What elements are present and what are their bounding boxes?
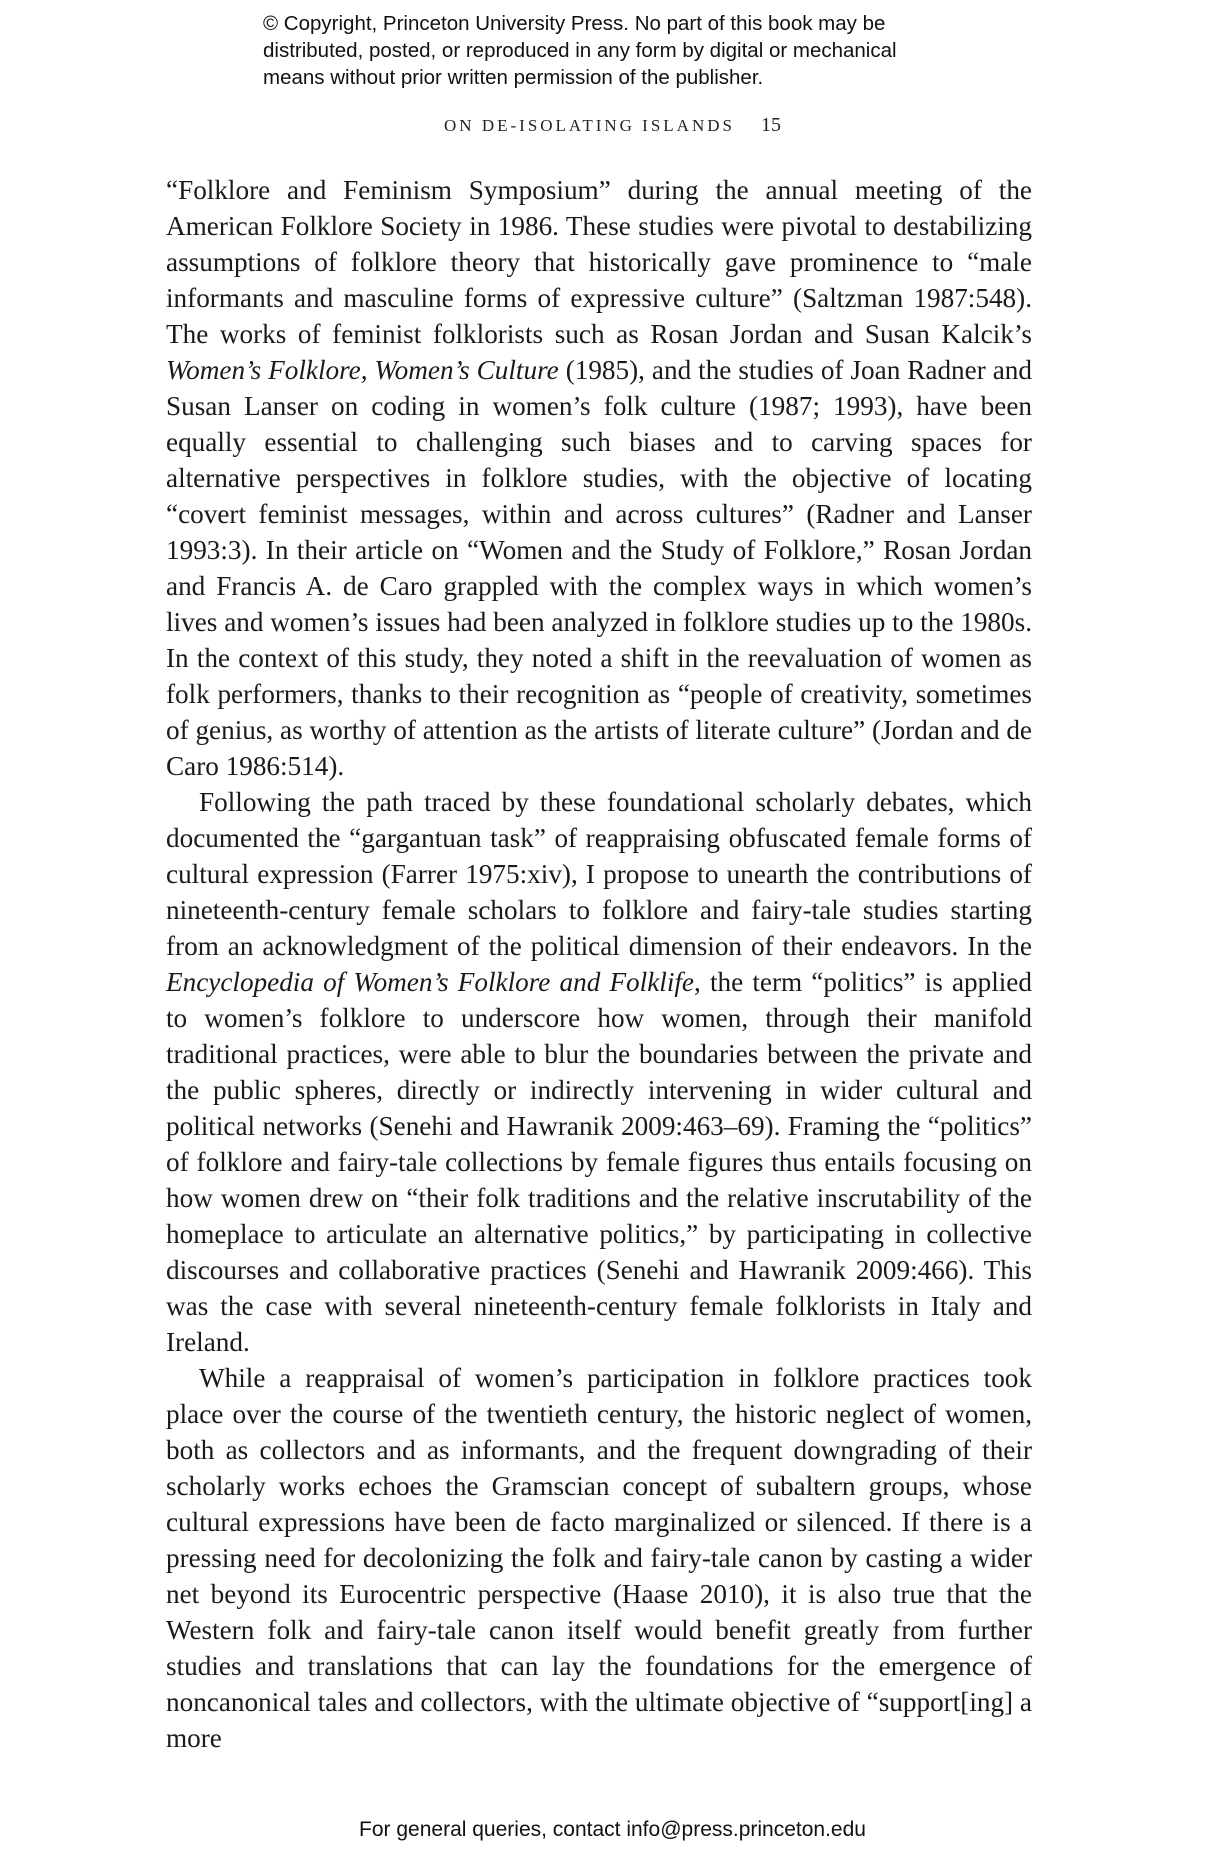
paragraph-2: [166, 784, 1032, 1360]
paragraph-text: While a reappraisal of women’s participation in folklore practices took place over the course of the twentieth century, the historic neglect of women, both as collectors and as informants, and the frequent downgrading of their scholarly works echoes the Gramscian concept of subaltern groups, whose cultural expressions have been de facto marginalized or silenced. If there is a pressing need for decolonizing the folk and fairy-tale canon by casting a wider net beyond its Eurocentric perspective (Haase 2010), it is also true that the Western folk and fairy-tale canon itself would benefit greatly from further studies and translations that can lay the foundations for the emergence of noncanonical tales and collectors, with the ultimate objective of “support[ing] a more: [166, 1363, 1032, 1753]
paragraph-text: Following the path traced by these foundational scholarly debates, which documented the “gargantuan task” of reappraising obfuscated female forms of cultural expression (Farrer 1975:xiv), I propose to unearth the contributions of nineteenth-century female scholars to folklore and fairy-tale studies starting from an acknowledgment of the political dimension of their endeavors. In the: [166, 787, 1032, 961]
book-title-italic: Women’s Folklore, Women’s Culture: [166, 355, 559, 385]
paragraph-3: [166, 1360, 1032, 1756]
footer-contact: For general queries, contact info@press.princeton.edu: [359, 1818, 866, 1841]
running-head-title: ON DE-ISOLATING ISLANDS: [444, 116, 735, 135]
running-head: [0, 114, 1225, 137]
copyright-notice: © Copyright, Princeton University Press. No part of this book may be distributed, posted, or reproduced in any form by digital or mechanical means without prior written permission of the publisher.: [263, 12, 897, 89]
paragraph-text: , the term “politics” is applied to women’s folklore to underscore how women, through their manifold traditional practices, were able to blur the boundaries between the private and the public spheres, directly or indirectly intervening in wider cultural and political networks (Senehi and Hawranik 2009:463–69). Framing the “politics” of folklore and fairy-tale collections by female figures thus entails focusing on how women drew on “their folk traditions and the relative inscrutability of the homeplace to articulate an alternative politics,” by participating in collective discourses and collaborative practices (Senehi and Hawranik 2009:466). This was the case with several nineteenth-century female folklorists in Italy and Ireland.: [166, 967, 1032, 1357]
body-text: [166, 172, 1032, 1756]
paragraph-1: [166, 172, 1032, 784]
book-title-italic: Encyclopedia of Women’s Folklore and Folklife: [166, 967, 694, 997]
paragraph-text: “Folklore and Feminism Symposium” during the annual meeting of the American Folklore Society in 1986. These studies were pivotal to destabilizing assumptions of folklore theory that historically gave prominence to “male informants and masculine forms of expressive culture” (Saltzman 1987:548). The works of feminist folklorists such as Rosan Jordan and Susan Kalcik’s: [166, 175, 1032, 349]
page-number: 15: [760, 114, 781, 136]
paragraph-text: (1985), and the studies of Joan Radner and Susan Lanser on coding in women’s folk culture (1987; 1993), have been equally essential to challenging such biases and to carving spaces for alternative perspectives in folklore studies, with the objective of locating “covert feminist messages, within and across cultures” (Radner and Lanser 1993:3). In their article on “Women and the Study of Folklore,” Rosan Jordan and Francis A. de Caro grappled with the complex ways in which women’s lives and women’s issues had been analyzed in folklore studies up to the 1980s. In the context of this study, they noted a shift in the reevaluation of women as folk performers, thanks to their recognition as “people of creativity, sometimes of genius, as worthy of attention as the artists of literate culture” (Jordan and de Caro 1986:514).: [166, 355, 1032, 781]
